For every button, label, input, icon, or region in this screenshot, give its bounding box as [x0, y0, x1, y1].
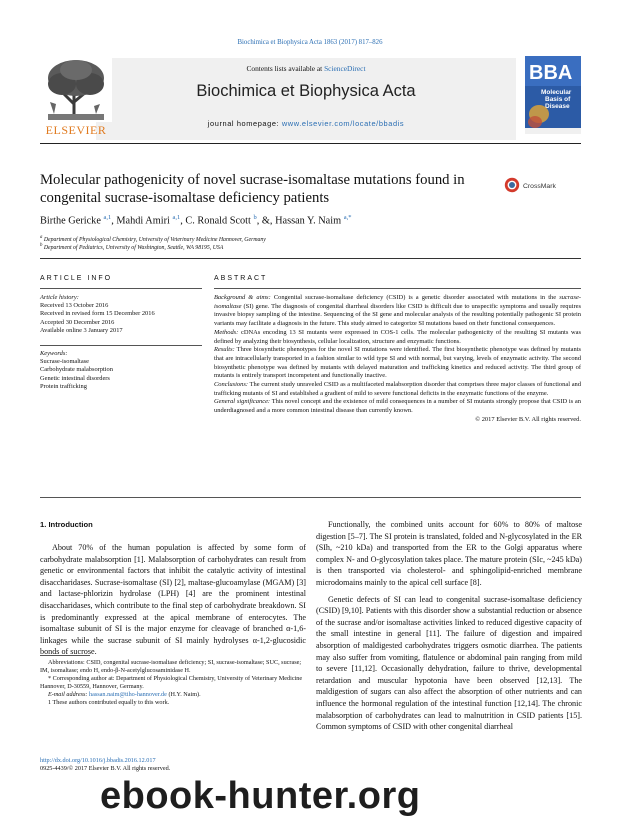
article-history [40, 294, 202, 335]
conclusions-text: The current study unraveled CSID as a multifaceted malabsorption disorder that comprises three major classes of functional and trafficking mutants of SI and established a gradient of mild to severe functional deficits in the enzymatic functions of the enzyme. [214, 381, 581, 397]
cover-bba-text: BBA [529, 62, 573, 84]
footnote-equal-contribution: 1 These authors contributed equally to this work. [48, 699, 170, 706]
intro-paragraph-1: About 70% of the human population is affected by some form of carbohydrate malabsorption [1]. Malabsorption of carbohydrates can result from genetic or environmental factors that inhibit the catalytic activity of intestinal disaccharidases. Sucrase-isomaltase (SI) [2], maltase-glucoamylase (MGAM) [3] and lactase-phlorizin hydrolase (LPH) [4] are the prominent intestinal disaccharidases, which contribute to the final step of carbohydrate breakdown. SI is predominantly expressed at the apical membrane of enterocytes. The isomaltase subunit of SI is the major enzyme for cleavage of branched α-1,6-linkages while the sucrase subunit of SI mainly hydrolyses α-1,2-glucosidic bonds of sucrose. [40, 543, 306, 657]
author-name: Birthe Gericke [40, 215, 101, 227]
cover-disease-text: Disease [545, 103, 570, 110]
header-rule [40, 143, 581, 144]
email-link[interactable]: hassan.naim@tiho-hannover.de [89, 691, 167, 698]
significance-text: This novel concept and the existence of mild consequences in a number of SI mutants strongly propose that CSID is an underdiagnosed and a more common intestinal disease than currently known. [214, 398, 581, 415]
footnote-corresponding-author: * Corresponding author at: Department of Physiological Chemistry, University of Veterinary Medicine Hannover, D-30559, Hannover, Germany. [40, 675, 303, 690]
contents-line [96, 64, 516, 73]
affiliation-a-text: Department of Physiological Chemistry, University of Veterinary Medicine Hannover, Germany [43, 236, 266, 243]
methods-text: cDNAs encoding 13 SI mutants were expressed in COS-1 cells. The molecular pathogenicity of the resulting SI mutants was defined by analyzing their biosynthesis, cellular localization, structure and enzymatic functions. [214, 328, 582, 345]
email-label: E-mail address: [48, 691, 90, 698]
abstract-conclusions [214, 381, 581, 398]
intro-paragraph-2: Functionally, the combined units account for 60% to 80% of maltose digestion [5–7]. The SI protein is translated, folded and N-glycosylated in the ER (SIh, ~210 kDa) and transported from the ER to the Golgi apparatus where complex N- and O-glycosylation takes place. The mature protein (SIc, ~245 kDa) is then transported via cholesterol- and sphingolipid-enriched membrane microdomains mainly to the apical cell surface [8]. [316, 520, 582, 587]
journal-cover-thumbnail[interactable] [525, 56, 581, 134]
article-info-rule [40, 288, 202, 289]
history-item: Available online 3 January 2017 [40, 326, 123, 334]
results-text: Three biosynthetic phenotypes for the novel SI mutations were identified. The first biosynthetic phenotype was defined by mutants that are intracellularly transported in a fashion similar to wild type SI and with normal, but varying, levels of enzymatic activity. The second biosynthetic phenotype was defined by mutants with delayed maturation and trafficking kinetics and reduced activity. The third group of mutants is entirely transport incompetent and functionally inactive. [214, 346, 581, 380]
crossmark-label: CrossMark [523, 183, 556, 190]
footnote-abbreviations: Abbreviations: CSID, congenital sucrase-isomaltase deficiency; SI, sucrase-isomaltase; SUC, sucrase; IM, isomaltase; endo H, endo-β-N-acetylglucosaminidase H. [40, 659, 302, 674]
footnote-rule [40, 655, 90, 656]
contents-prefix: Contents lists available at [246, 64, 325, 73]
author-name: Mahdi Amiri [116, 215, 170, 227]
background-gene: sucrase-isomaltase [214, 294, 581, 310]
homepage-line [96, 119, 516, 128]
author-affiliation-marker[interactable]: a,1 [103, 214, 112, 221]
keyword-item: Protein trafficking [40, 382, 87, 390]
history-label: Article history: [40, 294, 79, 301]
homepage-link[interactable]: www.elsevier.com/locate/bbadis [281, 119, 405, 128]
footnote-email [40, 691, 306, 699]
affiliation-a: $^a$ Department of Physiological Chemistry, University of Veterinary Medicine Hannover, Germany [40, 235, 266, 243]
body-column-left [40, 542, 306, 658]
issn-line: 0925-4439/© 2017 Elsevier B.V. All rights reserved. [40, 765, 171, 772]
author-name: Hassan Y. Naim [275, 215, 342, 227]
footnotes [40, 659, 306, 707]
abstract-background [214, 294, 581, 329]
history-item: Accepted 30 December 2016 [40, 318, 115, 326]
affiliation-b: $^b$ Department of Pediatrics, University of Washington, Seattle, WA 98195, USA [40, 243, 224, 251]
keywords-label: Keywords: [40, 350, 68, 357]
results-label: Results: [214, 346, 235, 354]
keyword-item: Carbohydrate malabsorption [40, 366, 113, 374]
abstract-results [214, 346, 581, 381]
keyword-item: Sucrase-isomaltase [40, 358, 89, 366]
abstract-significance [214, 398, 581, 415]
doi-block [40, 757, 306, 773]
author-affiliation-marker[interactable]: a,* [343, 214, 352, 221]
email-suffix: (H.Y. Naim). [166, 691, 201, 698]
abstract-methods [214, 329, 581, 346]
abstract-rule [214, 288, 581, 289]
abstract-bottom-rule [40, 497, 581, 498]
abstract-heading: ABSTRACT [214, 275, 268, 282]
affiliation-b-text: Department of Pediatrics, University of Washington, Seattle, WA 98195, USA [43, 244, 224, 251]
crossmark-badge[interactable] [500, 177, 580, 193]
journal-citation[interactable]: Biochimica et Biophysica Acta 1863 (2017) 817–826 [237, 39, 383, 46]
watermark: ebook-hunter.org [100, 775, 421, 817]
author-affiliation-marker[interactable]: a,1 [172, 214, 181, 221]
background-text-2: (SI) gene. The diagnosis of congenital diarrheal disorders like CSID is difficult due to unspecific symptoms and usually requires invasive biopsy sampling of the intestine. Sequencing of the SI gene and molecular analysis of the resulting potentially pathogenic SI protein variants may facilitate a diagnosis in the future. This study aimed to categorize SI mutations based on their functional consequences. [214, 302, 581, 328]
methods-label: Methods: [214, 328, 239, 336]
cover-molecular-text: Molecular [541, 89, 572, 96]
abstract-copyright: © 2017 Elsevier B.V. All rights reserved. [475, 415, 581, 423]
keywords-rule [40, 345, 202, 346]
cover-basis-text: Basis of [545, 96, 571, 103]
article-info-heading: ARTICLE INFO [40, 275, 113, 282]
conclusions-label: Conclusions: [214, 381, 248, 389]
abstract-body [214, 294, 581, 425]
history-item: Received 13 October 2016 [40, 302, 109, 310]
affiliation-rule [40, 258, 581, 259]
background-label: Background & aims: [214, 294, 271, 301]
doi-link[interactable]: http://dx.doi.org/10.1016/j.bbadis.2016.12.017 [40, 757, 156, 764]
author-affiliation-marker[interactable]: b [253, 214, 257, 221]
background-text-1: Congenital sucrase-isomaltase deficiency (CSID) is a genetic disorder associated with mutations in the [273, 294, 560, 301]
sciencedirect-link[interactable]: ScienceDirect [324, 64, 366, 73]
keyword-item: Genetic intestinal disorders [40, 374, 110, 382]
section-heading-introduction: 1. Introduction [40, 520, 93, 529]
article-title: Molecular pathogenicity of novel sucrase-isomaltase mutations found in congenital sucrase-isomaltase deficiency patients [40, 172, 465, 206]
keywords [40, 350, 202, 391]
author-list: Birthe Gericke $^{a,1}$, Mahdi Amiri $^{a,1}$, C. Ronald Scott $^b$, &, Hassan Y. Naim $^{a,*}$ [40, 214, 352, 227]
journal-title: Biochimica et Biophysica Acta [196, 82, 416, 100]
elsevier-wordmark: ELSEVIER [45, 123, 107, 137]
intro-paragraph-3: Genetic defects of SI can lead to congenital sucrase-isomaltase deficiency (CSID) [9,10]. Patients with this disorder show a substantial reduction or absence of the sucrase and/or isomaltase activities linked to reduced digestive capacity of the small intestine in general [11]. The failure of digestion and impaired absorption of maldigested carbohydrates triggers osmotic diarrhea. The patients may also suffer from vomiting, flatulence or abdominal pain ranging from mild to severe [11,12]. Occasionally dehydration, failure to thrive, developmental retardation and muscular hypotonia have been observed [12,13]. The maldigestion of sugars can also affect the absorption of other nutrients and can influence the hormonal regulation of the intestinal function [12,14]. The chronic malabsorption of carbohydrates can lead to malnutrition in CSID patients [15]. Common symptoms of CSID with other congenital diarrheal [316, 594, 582, 732]
author-name: C. Ronald Scott [185, 215, 251, 227]
body-column-right [316, 519, 582, 733]
significance-label: General significance: [214, 398, 271, 406]
homepage-prefix: journal homepage: [207, 119, 282, 128]
history-item: Received in revised form 15 December 2016 [40, 310, 155, 318]
